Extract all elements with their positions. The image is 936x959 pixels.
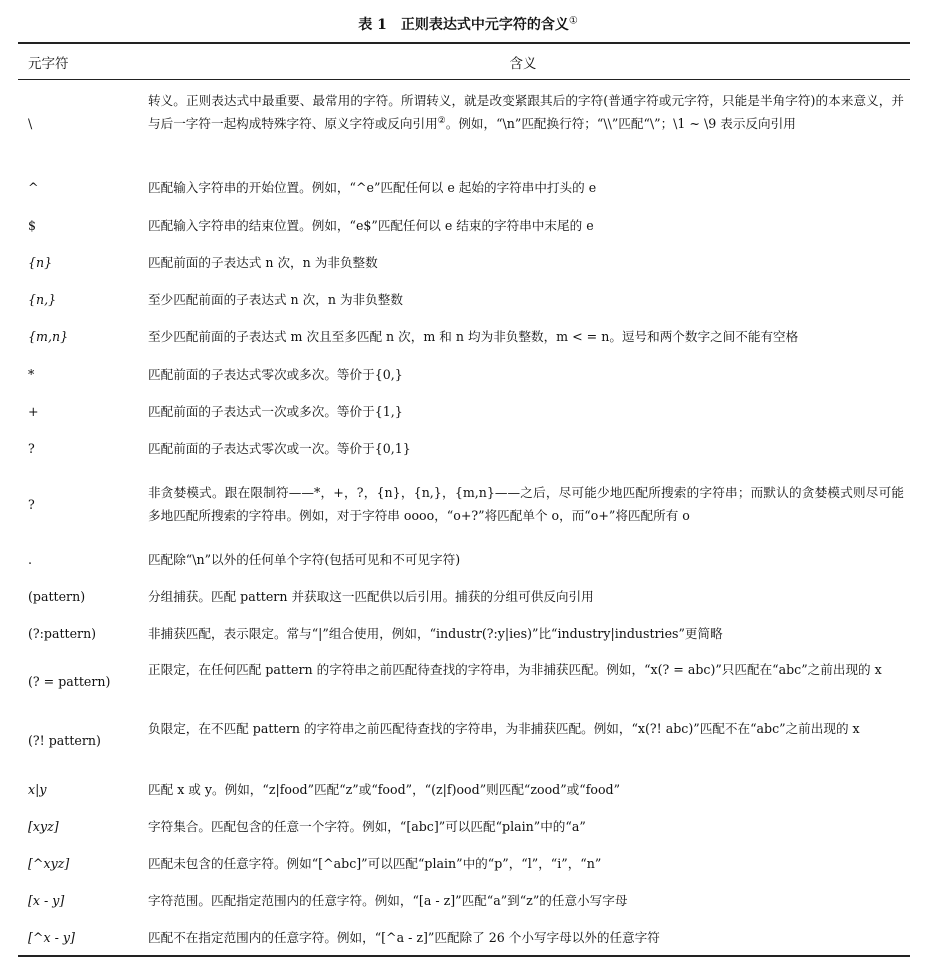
row-meaning: 非贪婪模式。跟在限制符——*，+，?，{n}，{n,}，{m,n}——之后，尽可能少地匹配所搜索的字符串；而默认的贪婪模式则尽可能多地匹配所搜索的字符串。例如，对于字符串 oooo，“o+?”将匹配单个 o，而“o+”将匹配所有 o: [148, 485, 904, 523]
row-symbol: x|y: [28, 782, 47, 797]
table-row: [18, 89, 910, 161]
table-bottom-rule: [18, 955, 910, 957]
table-top-rule: [18, 42, 910, 44]
row-symbol: [^x - y]: [28, 930, 75, 945]
row-symbol: ?: [28, 441, 35, 456]
row-symbol: [^xyz]: [28, 856, 70, 871]
caption-footnote-mark: ①: [568, 15, 578, 27]
row-symbol: .: [28, 552, 33, 567]
row-meaning: 匹配前面的子表达式零次或一次。等价于{0,1}: [148, 441, 411, 456]
row-meaning: 分组捕获。匹配 pattern 并获取这一匹配供以后引用。捕获的分组可供反向引用: [148, 589, 594, 604]
row-meaning: 字符范围。匹配指定范围内的任意字符。例如，“[a - z]”匹配“a”到“z”的任意小写字母: [148, 893, 628, 908]
table-caption-text: 表 1 正则表达式中元字符的含义: [358, 17, 569, 33]
row-symbol: {n}: [28, 255, 53, 270]
row-meaning: 匹配输入字符串的开始位置。例如，“^e”匹配任何以 e 起始的字符串中打头的 e: [148, 180, 597, 195]
table-caption: [0, 14, 936, 34]
row-symbol: +: [28, 404, 39, 419]
row-meaning: 匹配前面的子表达式零次或多次。等价于{0,}: [148, 367, 403, 382]
row-symbol: {n,}: [28, 292, 57, 307]
header-meaning: 含义: [509, 56, 537, 72]
row-meaning: 匹配未包含的任意字符。例如“[^abc]”可以匹配“plain”中的“p”，“l”，“i”，“n”: [148, 856, 602, 871]
table-row: [18, 717, 910, 765]
row-meaning: 至少匹配前面的子表达式 n 次，n 为非负整数: [148, 292, 403, 307]
row-meaning: 匹配前面的子表达式一次或多次。等价于{1,}: [148, 404, 403, 419]
row-meaning: 匹配除“\n”以外的任何单个字符(包括可见和不可见字符): [148, 552, 461, 567]
row-meaning: 至少匹配前面的子表达式 m 次且至多匹配 n 次，m 和 n 均为非负整数，m < = n。逗号和两个数字之间不能有空格: [148, 329, 799, 344]
row-meaning: 转义。正则表达式中最重要、最常用的字符。所谓转义，就是改变紧跟其后的字符(普通字符或元字符，只能是半角字符)的本来意义，并与后一字符一起构成特殊字符、原义字符或反向引用②。例如，“\n”匹配换行符；“\\”匹配“\”；\1 ~ \9 表示反向引用: [148, 93, 904, 131]
row-symbol: (?! pattern): [28, 733, 101, 748]
table-row: [18, 481, 910, 529]
row-symbol: [x - y]: [28, 893, 65, 908]
row-meaning: 字符集合。匹配包含的任意一个字符。例如，“[abc]”可以匹配“plain”中的“a”: [148, 819, 586, 834]
row-symbol: \: [28, 116, 33, 131]
row-symbol: $: [28, 218, 37, 233]
table-row: [18, 658, 910, 706]
row-symbol: *: [28, 367, 35, 382]
row-meaning: 非捕获匹配，表示限定。常与“|”组合使用，例如，“industr(?:y|ies)”比“industry|industries”更简略: [148, 626, 723, 641]
row-meaning: 匹配前面的子表达式 n 次，n 为非负整数: [148, 255, 378, 270]
row-symbol: [xyz]: [28, 819, 59, 834]
row-symbol: ?: [28, 497, 35, 512]
row-meaning: 匹配输入字符串的结束位置。例如，“e$”匹配任何以 e 结束的字符串中末尾的 e: [148, 218, 594, 233]
row-meaning: 匹配不在指定范围内的任意字符。例如，“[^a - z]”匹配除了 26 个小写字母以外的任意字符: [148, 930, 660, 945]
row-symbol: (pattern): [28, 589, 86, 604]
row-meaning: 正限定，在任何匹配 pattern 的字符串之前匹配待查找的字符串，为非捕获匹配。例如，“x(? = abc)”只匹配在“abc”之前出现的 x: [148, 662, 882, 677]
row-symbol: ^: [28, 180, 39, 195]
header-symbol: 元字符: [28, 56, 69, 72]
table-header-rule: [18, 79, 910, 80]
row-symbol: {m,n}: [28, 329, 69, 344]
row-meaning: 负限定，在不匹配 pattern 的字符串之前匹配待查找的字符串，为非捕获匹配。例如，“x(?! abc)”匹配不在“abc”之前出现的 x: [148, 721, 860, 736]
row-meaning: 匹配 x 或 y。例如，“z|food”匹配“z”或“food”，“(z|f)ood”则匹配“zood”或“food”: [148, 782, 621, 797]
row-symbol: (? = pattern): [28, 674, 111, 689]
row-symbol: (?:pattern): [28, 626, 97, 641]
